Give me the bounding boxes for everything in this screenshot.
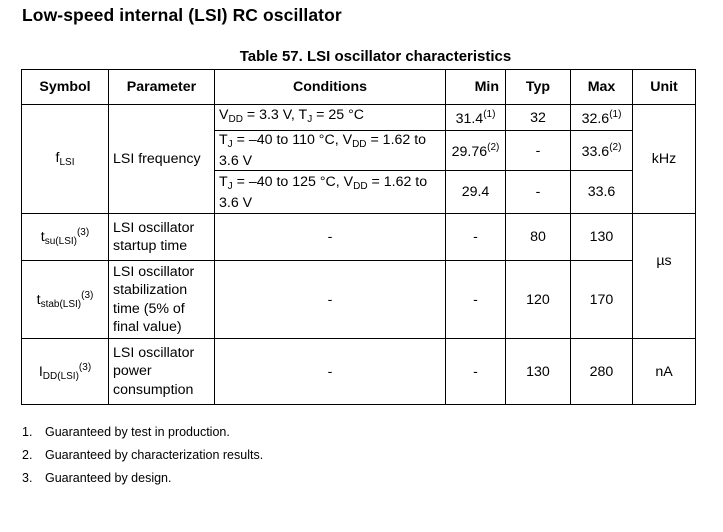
- typ-cell: 80: [506, 214, 571, 261]
- section-heading: Low-speed internal (LSI) RC oscillator: [22, 5, 342, 25]
- footnote-number: 1.: [22, 425, 33, 439]
- min-cell: -: [446, 339, 506, 405]
- min-cell: -: [446, 261, 506, 339]
- header-min: Min: [446, 70, 506, 105]
- unit-khz: kHz: [633, 105, 696, 214]
- footnote: [22, 471, 263, 494]
- header-symbol: Symbol: [22, 70, 109, 105]
- condition-cell: -: [215, 214, 446, 261]
- max-cell: 33.6: [571, 171, 633, 214]
- parameter-lsi-frequency: LSI frequency: [109, 105, 215, 214]
- condition-cell: $T_J = -40$ to 125 °C, $V_{DD} = 1.62$ to 3.6 V: [215, 171, 446, 214]
- typ-cell: 120: [506, 261, 571, 339]
- min-cell: 29.76$^{(2)}$: [446, 131, 506, 171]
- table-header-row: [22, 70, 696, 105]
- symbol-idd-lsi: $I_{DD(LSI)}^{(3)}$: [22, 339, 109, 405]
- footnote-text: Guaranteed by characterization results.: [45, 448, 264, 462]
- typ-cell: -: [506, 171, 571, 214]
- lsi-characteristics-table: [21, 69, 696, 405]
- footnote-text: Guaranteed by design.: [45, 471, 172, 485]
- footnote-number: 2.: [22, 448, 33, 462]
- min-cell: -: [446, 214, 506, 261]
- unit-us: µs: [633, 214, 696, 339]
- typ-cell: -: [506, 131, 571, 171]
- typ-cell: 130: [506, 339, 571, 405]
- table-row: [22, 339, 696, 405]
- parameter-power-consumption: LSI oscillator power consumption: [109, 339, 215, 405]
- header-parameter: Parameter: [109, 70, 215, 105]
- table-row: [22, 261, 696, 339]
- footnotes: [22, 425, 263, 494]
- typ-cell: 32: [506, 105, 571, 131]
- max-cell: 33.6$^{(2)}$: [571, 131, 633, 171]
- symbol-tstab-lsi: $t_{stab(LSI)}^{(3)}$: [22, 261, 109, 339]
- header-typ: Typ: [506, 70, 571, 105]
- footnote-text: Guaranteed by test in production.: [45, 425, 230, 439]
- parameter-stabilization-time: LSI oscillator stabilization time (5% of final value): [109, 261, 215, 339]
- header-unit: Unit: [633, 70, 696, 105]
- condition-cell: -: [215, 339, 446, 405]
- condition-cell: $T_J = -40$ to 110 °C, $V_{DD} = 1.62$ to 3.6 V: [215, 131, 446, 171]
- footnote: [22, 425, 263, 448]
- max-cell: 130: [571, 214, 633, 261]
- min-cell: 31.4$^{(1)}$: [446, 105, 506, 131]
- condition-cell: -: [215, 261, 446, 339]
- unit-na: nA: [633, 339, 696, 405]
- table-row: [22, 214, 696, 261]
- header-conditions: Conditions: [215, 70, 446, 105]
- condition-cell: $V_{DD} = 3.3$ V, $T_J = 25$ °C: [215, 105, 446, 131]
- table-row: [22, 105, 696, 131]
- symbol-f-lsi: $f_{LSI}$: [22, 105, 109, 214]
- header-max: Max: [571, 70, 633, 105]
- table-caption: Table 57. LSI oscillator characteristics: [239, 48, 512, 65]
- max-cell: 32.6$^{(1)}$: [571, 105, 633, 131]
- footnote: [22, 448, 263, 471]
- min-cell: 29.4: [446, 171, 506, 214]
- footnote-number: 3.: [22, 471, 33, 485]
- symbol-tsu-lsi: $t_{su(LSI)}^{(3)}$: [22, 214, 109, 261]
- max-cell: 170: [571, 261, 633, 339]
- max-cell: 280: [571, 339, 633, 405]
- parameter-startup-time: LSI oscillator startup time: [109, 214, 215, 261]
